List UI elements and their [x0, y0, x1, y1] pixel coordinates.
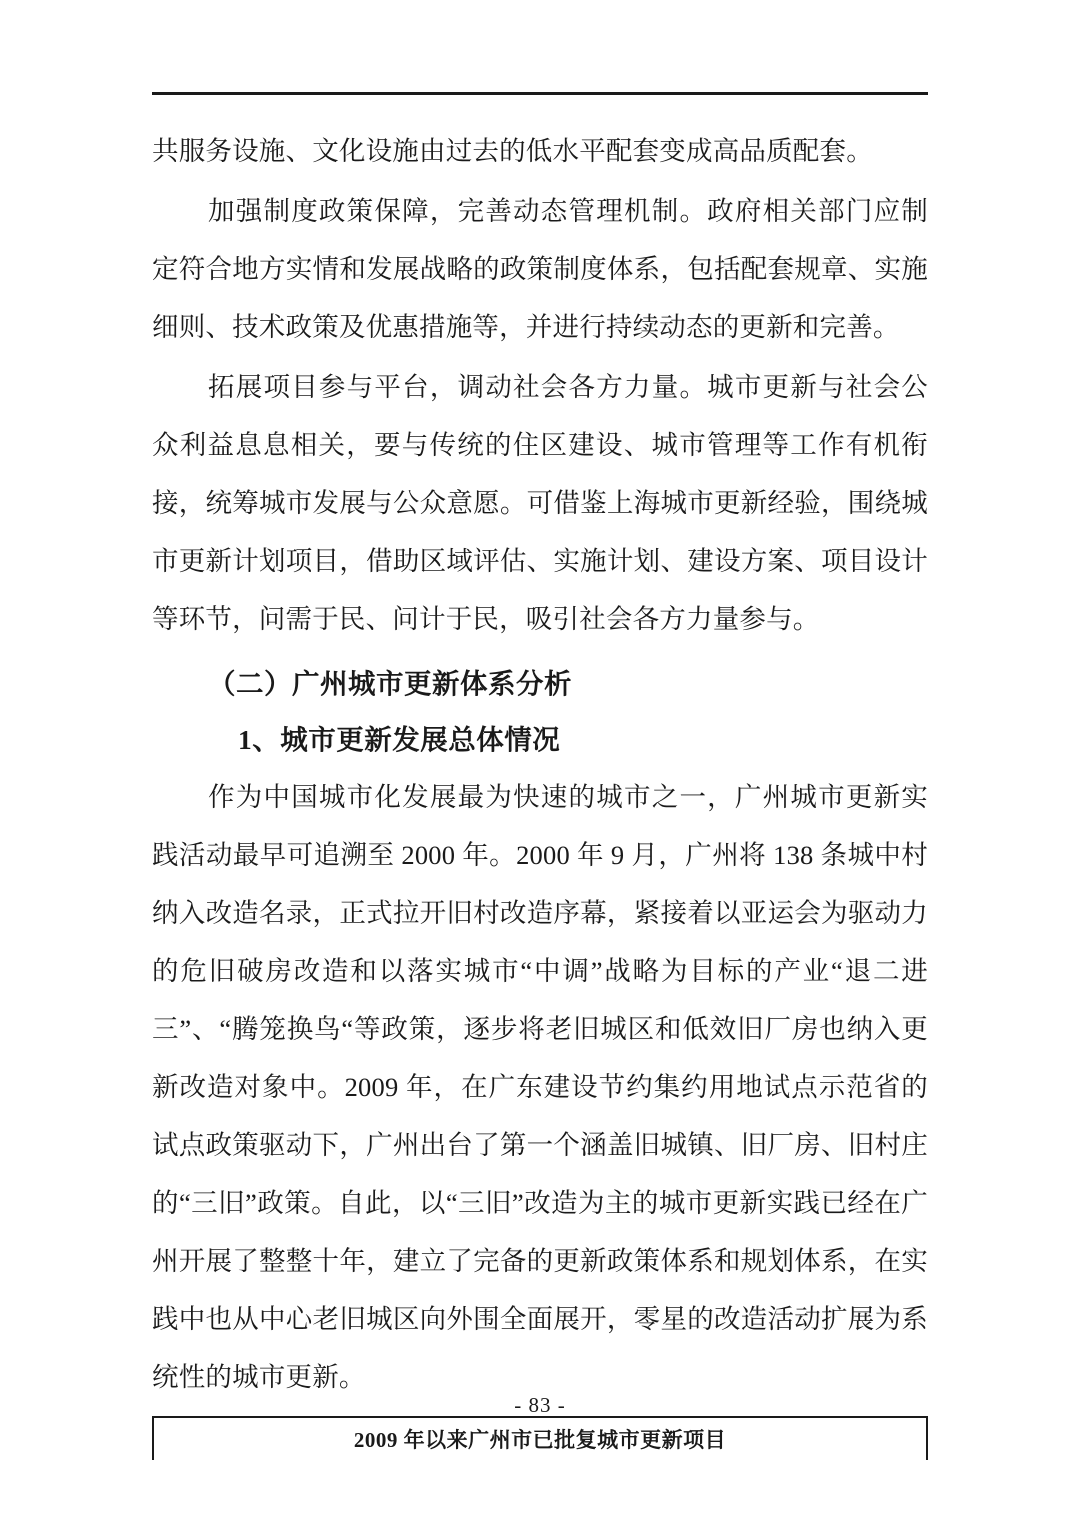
- paragraph-public-participation: 拓展项目参与平台，调动社会各方力量。城市更新与社会公众利益息息相关，要与传统的住区建设、城市管理等工作有机衔接，统筹城市发展与公众意愿。可借鉴上海城市更新经验，围绕城市更新计划项目，借助区域评估、实施计划、建设方案、项目设计等环节，问需于民、问计于民，吸引社会各方力量参与。: [152, 372, 928, 634]
- table-caption: 2009 年以来广州市已批复城市更新项目: [353, 1428, 727, 1452]
- page-content: [152, 122, 928, 1460]
- paragraph-guangzhou-overview: 作为中国城市化发展最为快速的城市之一，广州城市更新实践活动最早可追溯至 2000 年。2000 年 9 月，广州将 138 条城中村纳入改造名录，正式拉开旧村改造序幕，紧接着以亚运会为驱动力的危旧破房改造和以落实城市“中调”战略为目标的产业“退二进三”、“腾笼换鸟“等政策，逐步将老旧城区和低效旧厂房也纳入更新改造对象中。2009 年，在广东建设节约集约用地试点示范省的试点政策驱动下，广州出台了第一个涵盖旧城镇、旧厂房、旧村庄的“三旧”政策。自此，以“三旧”改造为主的城市更新实践已经在广州开展了整整十年，建立了完备的更新政策体系和规划体系，在实践中也从中心老旧城区向外围全面展开，零星的改造活动扩展为系统性的城市更新。: [152, 782, 928, 1392]
- paragraph-continuation: 共服务设施、文化设施由过去的低水平配套变成高品质配套。: [152, 136, 873, 166]
- section-heading-2: （二）广州城市更新体系分析: [208, 668, 572, 699]
- header-rule: [152, 92, 928, 95]
- page-number: - 83 -: [514, 1393, 566, 1417]
- table-caption-box: [152, 1416, 928, 1460]
- section-heading-3: 1、城市更新发展总体情况: [238, 724, 561, 755]
- paragraph-policy-guarantee: 加强制度政策保障，完善动态管理机制。政府相关部门应制定符合地方实情和发展战略的政策制度体系，包括配套规章、实施细则、技术政策及优惠措施等，并进行持续动态的更新和完善。: [152, 196, 928, 342]
